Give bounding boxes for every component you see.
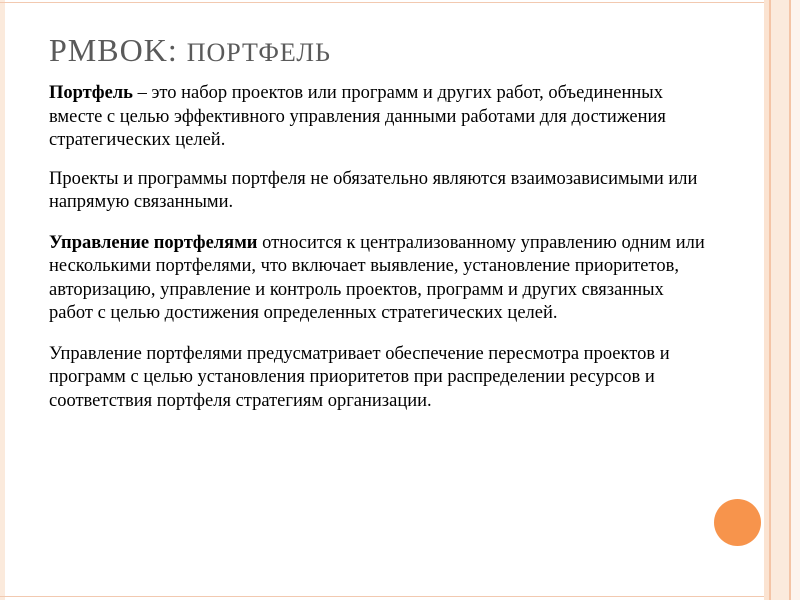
title-rest: ПОРТФЕЛЬ bbox=[186, 38, 331, 67]
paragraph-text: Управление портфелями предусматривает обеспечение пересмотра проектов и программ с целью установления приоритетов при распределении ресурсов и соответствия портфеля стратегиям организации. bbox=[49, 343, 670, 411]
paragraph-portfolio-definition bbox=[49, 82, 709, 153]
slide-title bbox=[49, 32, 331, 69]
paragraph-text: относится к централизованному управлению одним или несколькими портфелями, что включает выявление, установление приоритетов, авторизацию, управление и контроль проектов, программ и других связанных работ с целью достижения определенных стратегических целей. bbox=[49, 232, 705, 323]
slide-body bbox=[49, 82, 709, 413]
paragraph-review bbox=[49, 343, 709, 414]
top-border-line bbox=[0, 2, 764, 3]
term-portfolio: Портфель bbox=[49, 83, 133, 103]
border-stripe bbox=[791, 0, 800, 600]
term-portfolio-management: Управление портфелями bbox=[49, 232, 258, 253]
orange-circle-decoration bbox=[714, 499, 761, 546]
title-main: PMBOK: bbox=[49, 32, 187, 68]
bottom-border-line bbox=[0, 596, 764, 597]
right-decorative-border bbox=[764, 0, 800, 600]
paragraph-portfolio-management bbox=[49, 232, 709, 326]
paragraph-text: Проекты и программы портфеля не обязательно являются взаимозависимыми или напрямую связанными. bbox=[49, 168, 698, 212]
paragraph-text: – это набор проектов или программ и других работ, объединенных вместе с целью эффективного управления данными работами для достижения стратегических целей. bbox=[49, 83, 666, 150]
left-decorative-bar bbox=[0, 0, 5, 600]
border-stripe bbox=[771, 0, 789, 600]
paragraph-interdependence bbox=[49, 168, 709, 215]
